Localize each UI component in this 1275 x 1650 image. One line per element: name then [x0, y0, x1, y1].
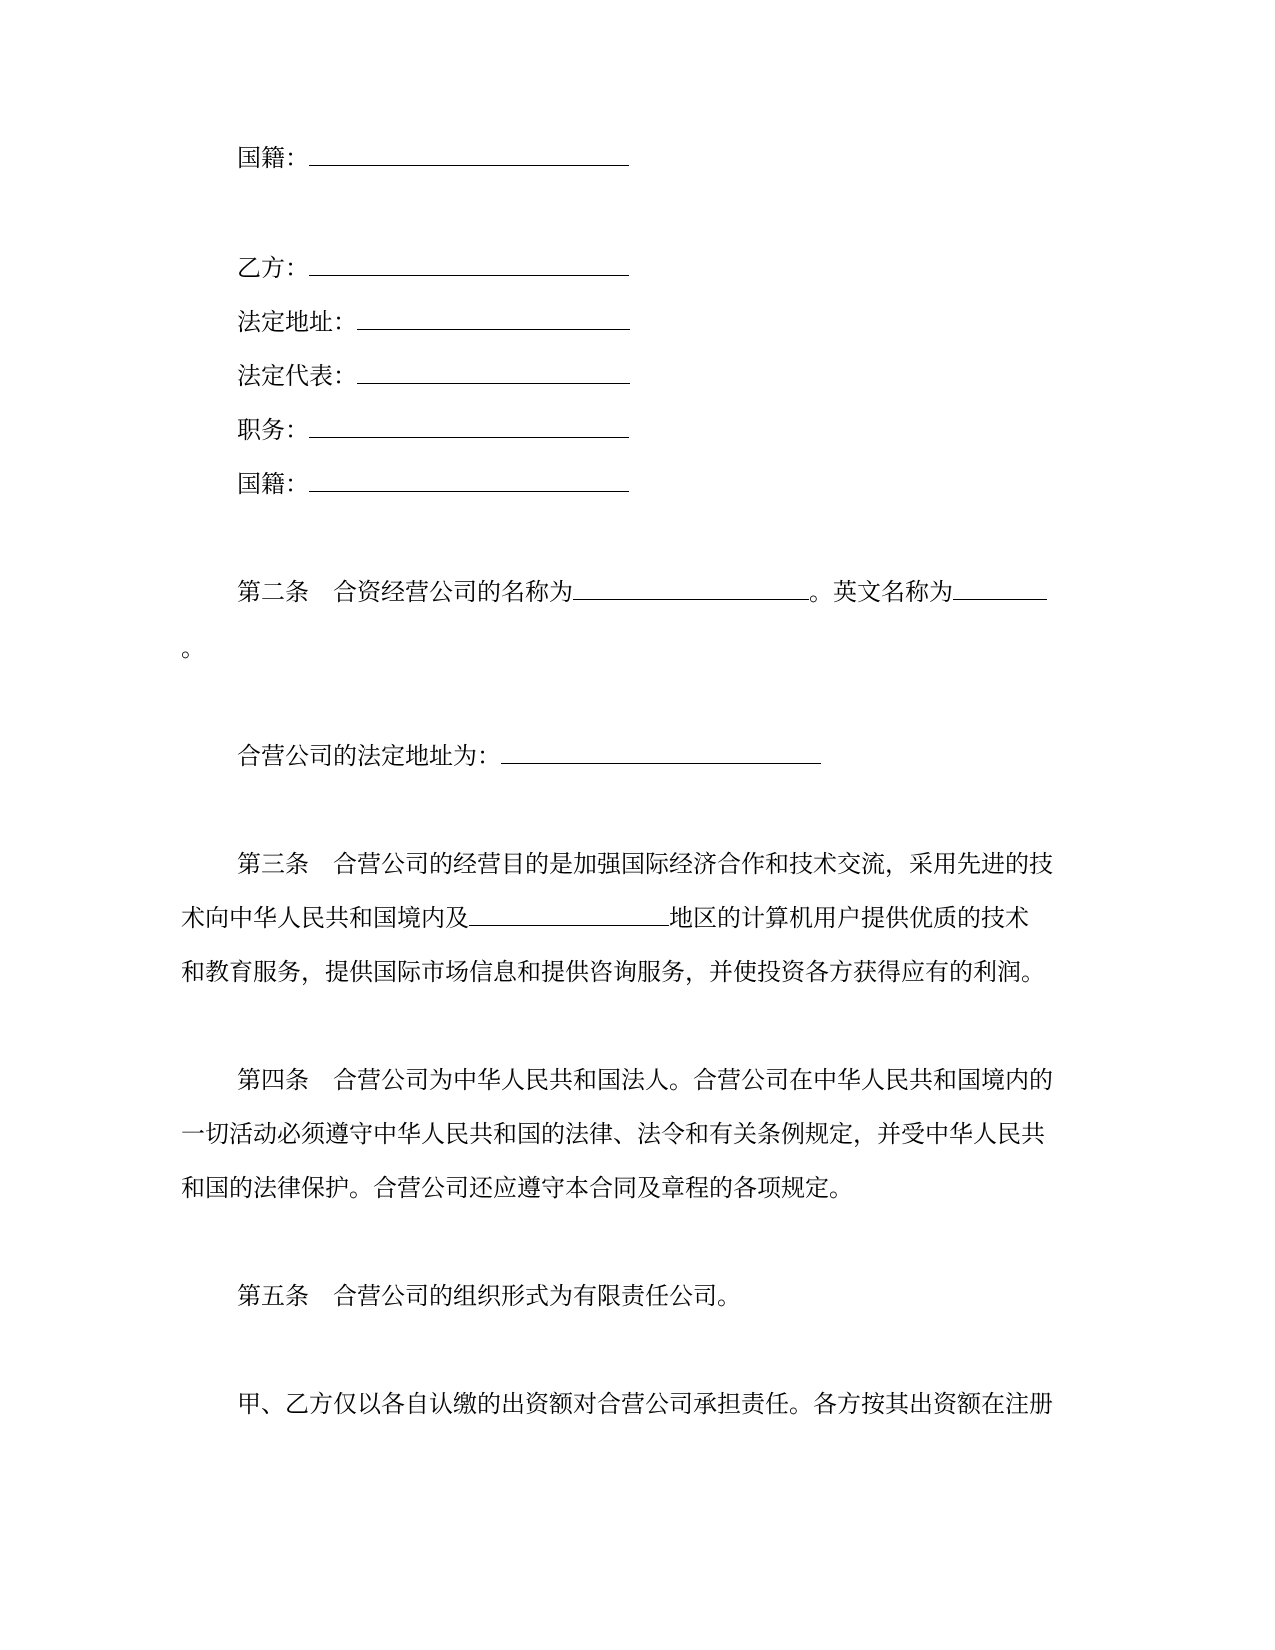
party-b-name-blank[interactable] — [309, 253, 629, 276]
liability-line-1 — [237, 1389, 1137, 1419]
position-blank[interactable] — [309, 415, 629, 438]
article-text: 合营公司的经营目的是加强国际经济合作和技术交流，采用先进的技 — [333, 850, 1053, 878]
article-text: 。英文名称为 — [809, 578, 953, 606]
nationality-blank[interactable] — [309, 143, 629, 166]
article-number: 第三条 — [237, 850, 309, 878]
nationality-label: 国籍： — [237, 144, 309, 172]
region-blank[interactable] — [469, 903, 669, 926]
company-address-row — [237, 741, 1137, 771]
paragraph-text: 甲、乙方仅以各自认缴的出资额对合营公司承担责任。各方按其出资额在注册 — [237, 1390, 1053, 1418]
article-text: 和教育服务，提供国际市场信息和提供咨询服务，并使投资各方获得应有的利润。 — [181, 958, 1045, 986]
legal-address-blank[interactable] — [357, 307, 630, 330]
position-label: 职务： — [237, 416, 309, 444]
legal-address-label: 法定地址： — [237, 308, 357, 336]
article-number: 第四条 — [237, 1066, 309, 1094]
article-3-line-3 — [181, 957, 1081, 987]
article-text: 合营公司的组织形式为有限责任公司。 — [333, 1282, 741, 1310]
article-4-line-3 — [181, 1173, 1081, 1203]
company-name-blank[interactable] — [573, 577, 809, 600]
article-2-tail — [181, 633, 1081, 663]
english-name-blank[interactable] — [953, 577, 1047, 600]
article-text: 术向中华人民共和国境内及 — [181, 904, 469, 932]
article-text: 合资经营公司的名称为 — [333, 578, 573, 606]
legal-representative-label: 法定代表： — [237, 362, 357, 390]
legal-representative-blank[interactable] — [357, 361, 630, 384]
article-4-line-1 — [237, 1065, 1137, 1095]
party-b-address-row — [237, 307, 1137, 337]
party-b-position-row — [237, 415, 1137, 445]
article-number: 第五条 — [237, 1282, 309, 1310]
party-b-name-row — [237, 253, 1137, 283]
article-number: 第二条 — [237, 578, 309, 606]
party-a-nationality-row — [237, 143, 1137, 173]
article-text: 地区的计算机用户提供优质的技术 — [669, 904, 1029, 932]
article-3-line-1 — [237, 849, 1137, 879]
article-text: 一切活动必须遵守中华人民共和国的法律、法令和有关条例规定，并受中华人民共 — [181, 1120, 1045, 1148]
party-b-nationality-row — [237, 469, 1137, 499]
party-b-label: 乙方： — [237, 254, 309, 282]
article-3-line-2 — [181, 903, 1081, 933]
company-address-label: 合营公司的法定地址为： — [237, 742, 501, 770]
party-b-representative-row — [237, 361, 1137, 391]
company-address-blank[interactable] — [501, 741, 821, 764]
nationality-blank[interactable] — [309, 469, 629, 492]
article-2-line — [237, 577, 1137, 607]
article-text: 和国的法律保护。合营公司还应遵守本合同及章程的各项规定。 — [181, 1174, 853, 1202]
article-5-line-1 — [237, 1281, 1137, 1311]
article-text: 合营公司为中华人民共和国法人。合营公司在中华人民共和国境内的 — [333, 1066, 1053, 1094]
article-4-line-2 — [181, 1119, 1081, 1149]
nationality-label: 国籍： — [237, 470, 309, 498]
period: 。 — [181, 634, 205, 662]
